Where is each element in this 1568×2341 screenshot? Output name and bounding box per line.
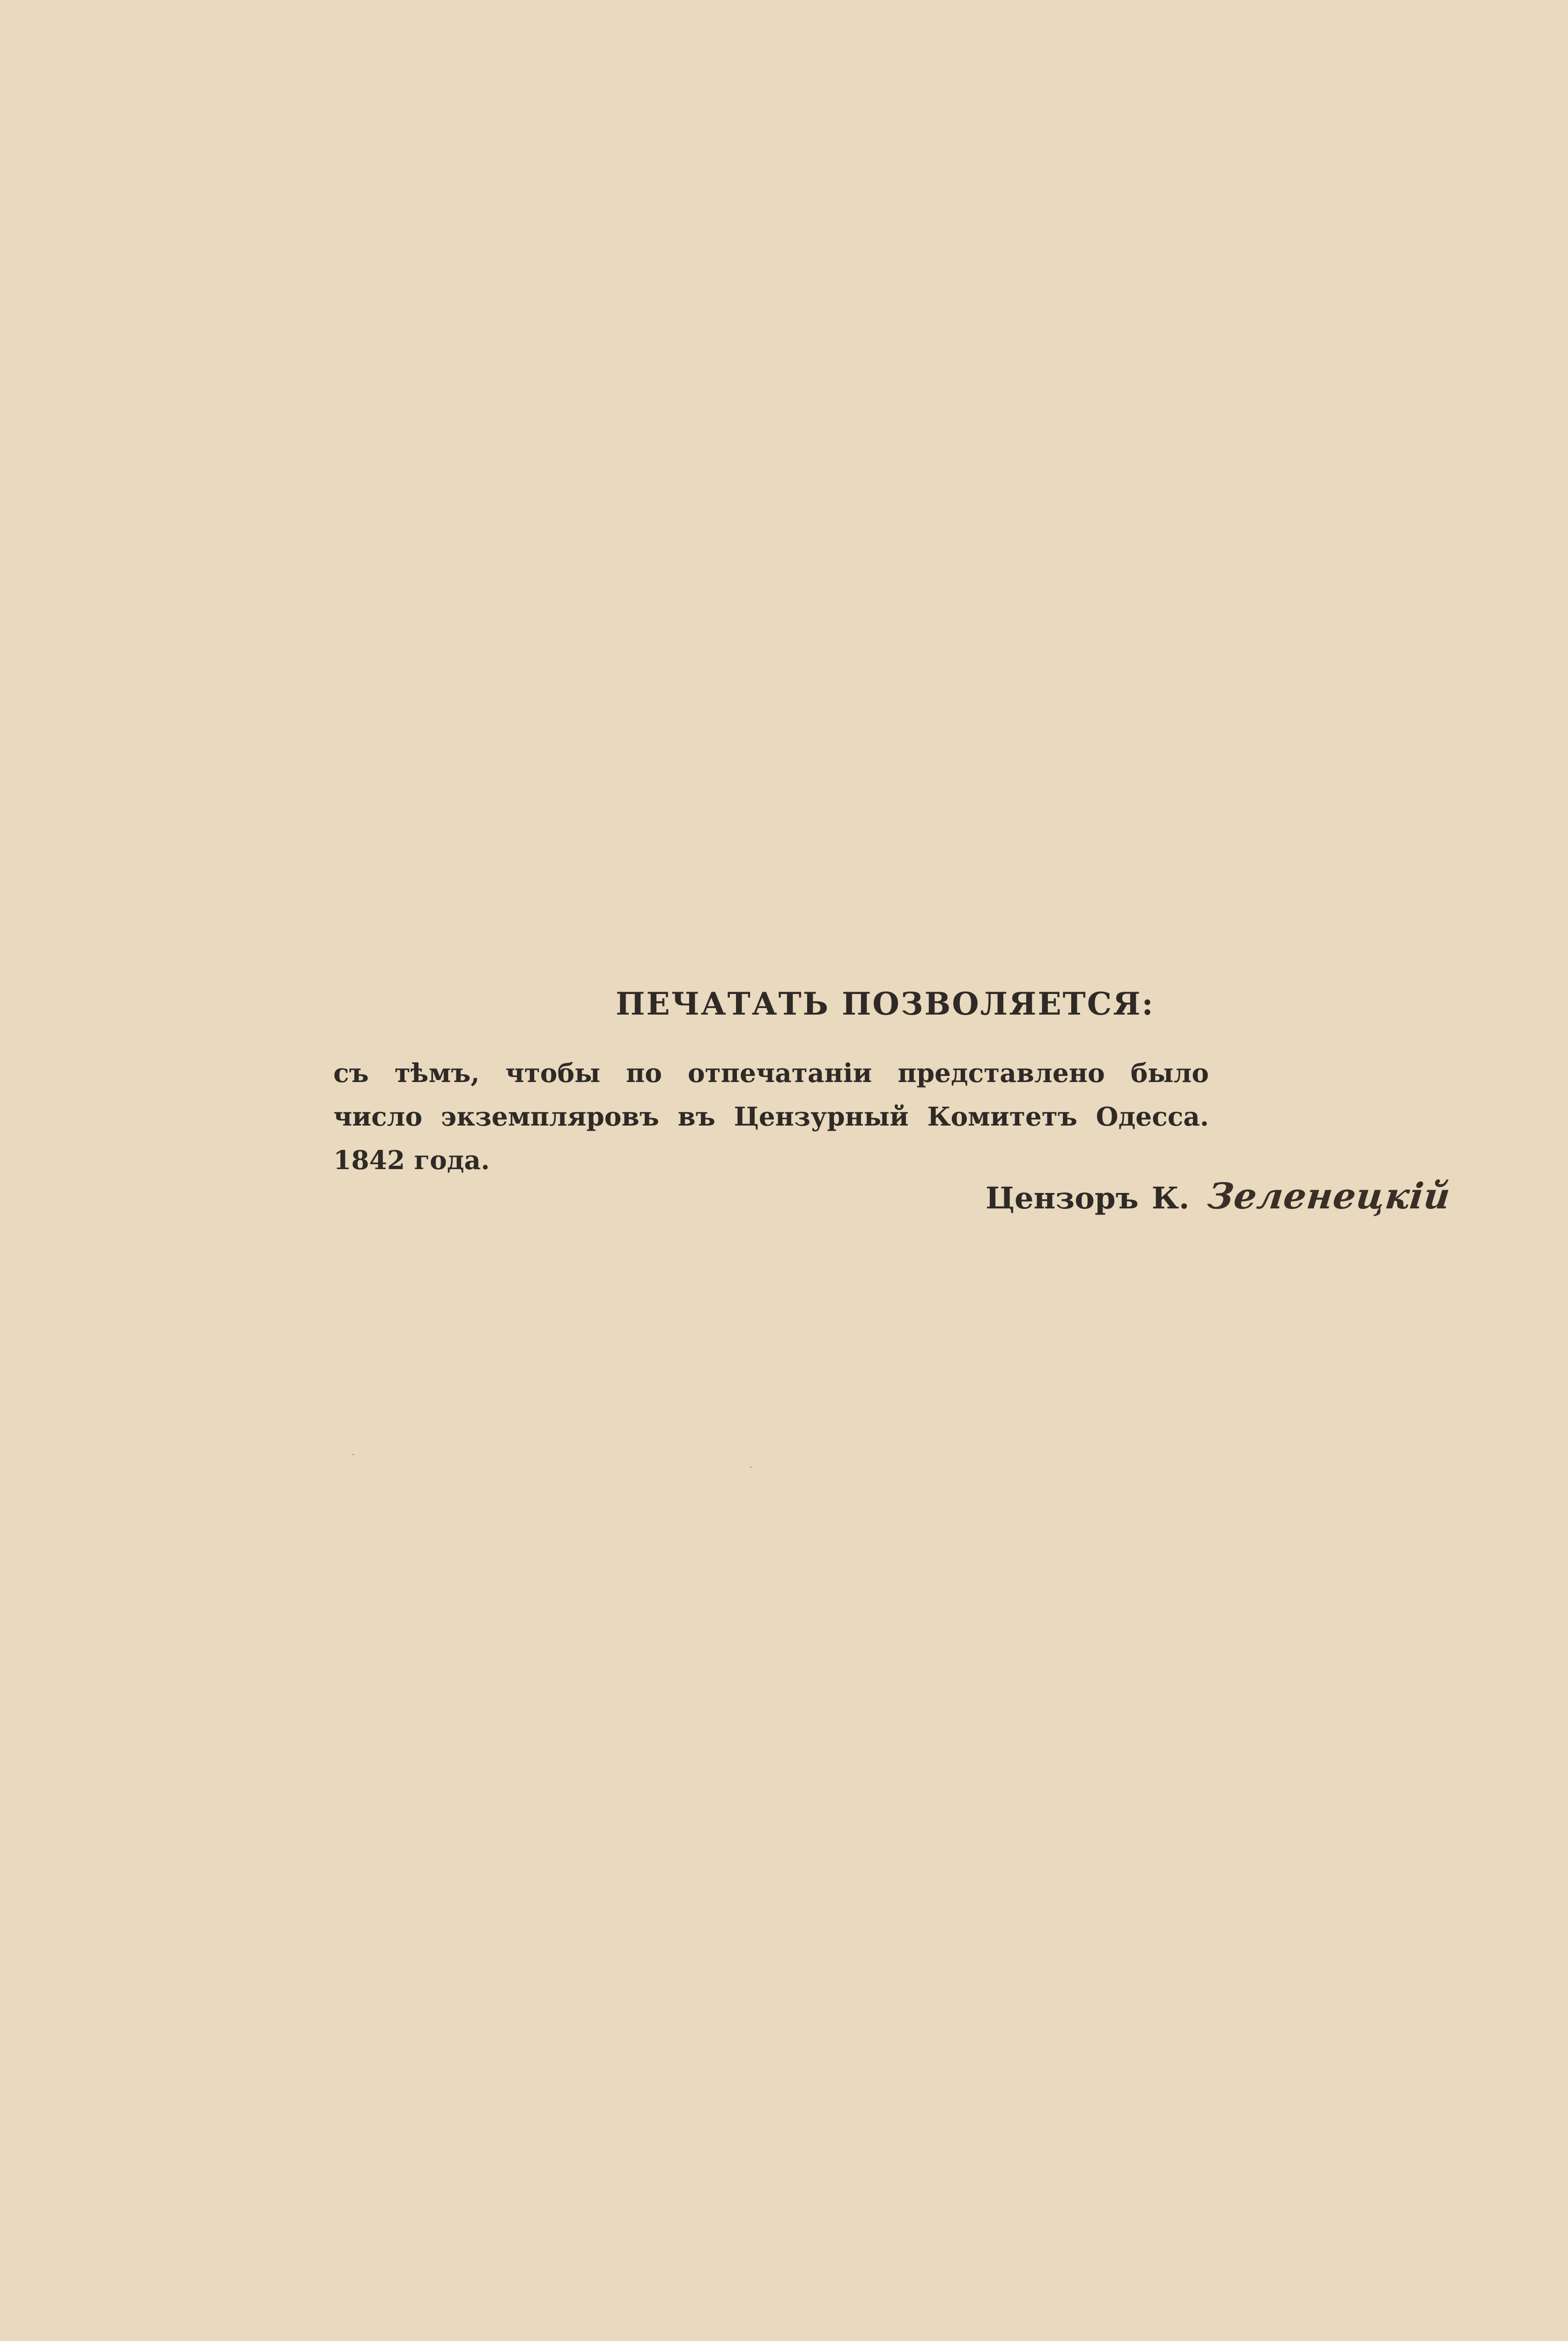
permission-heading: ПЕЧАТАТЬ ПОЗВОЛЯЕТСЯ: <box>616 986 1155 1022</box>
permission-line-2: число экземпляровъ въ Цензурный Комитетъ Одесса. <box>333 1101 1209 1132</box>
permission-line-1: съ тѣмъ, чтобы по отпечатаніи представлено было <box>333 1058 1209 1088</box>
censor-line <box>986 1175 1453 1217</box>
censor-initial: К. <box>1151 1181 1190 1216</box>
censor-signature: Зеленецкій <box>1206 1175 1453 1217</box>
permission-text <box>333 1051 1209 1182</box>
permission-line-3-date: 1842 года. <box>333 1145 490 1175</box>
censor-label: Цензоръ <box>986 1181 1139 1216</box>
paper-speck <box>352 1454 354 1455</box>
paper-speck <box>750 1466 752 1468</box>
